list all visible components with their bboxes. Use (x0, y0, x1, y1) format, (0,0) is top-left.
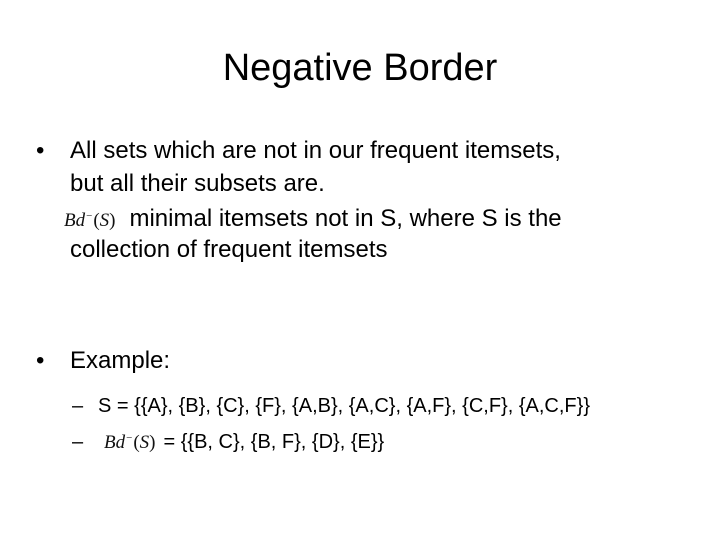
bullet-line (36, 134, 696, 167)
definition-text-line1: minimal itemsets not in S, where S is the (129, 205, 562, 232)
frequent-set-text: S = {{A}, {B}, {C}, {F}, {A,B}, {A,C}, {A,F}, {C,F}, {A,C,F}} (98, 395, 590, 417)
dash-marker: – (72, 431, 84, 453)
sub-item-frequent-set (72, 390, 590, 422)
dash-marker: – (72, 395, 84, 417)
bullet-definition (36, 134, 696, 266)
example-sub-list (72, 390, 590, 454)
sub-item-negative-border (72, 422, 590, 454)
example-heading: Example: (70, 347, 171, 374)
negative-border-result: = {{B, C}, {B, F}, {D}, {E}} (163, 431, 385, 453)
bullet-example (36, 344, 696, 377)
slide-title: Negative Border (222, 47, 498, 89)
negative-border-formula: Bd−(S) (104, 432, 156, 453)
bullet-line (36, 344, 696, 377)
definition-text-line2: collection of frequent itemsets (70, 236, 388, 263)
bullet-line (36, 167, 696, 200)
negative-border-formula: Bd−(S) (64, 210, 116, 231)
bullet-marker: • (36, 137, 45, 164)
definition-line (36, 233, 696, 266)
bullet-text-line2: but all their subsets are. (70, 170, 325, 197)
definition-line (36, 200, 696, 233)
bullet-text-line1: All sets which are not in our frequent itemsets, (70, 137, 561, 164)
bullet-marker: • (36, 347, 45, 374)
